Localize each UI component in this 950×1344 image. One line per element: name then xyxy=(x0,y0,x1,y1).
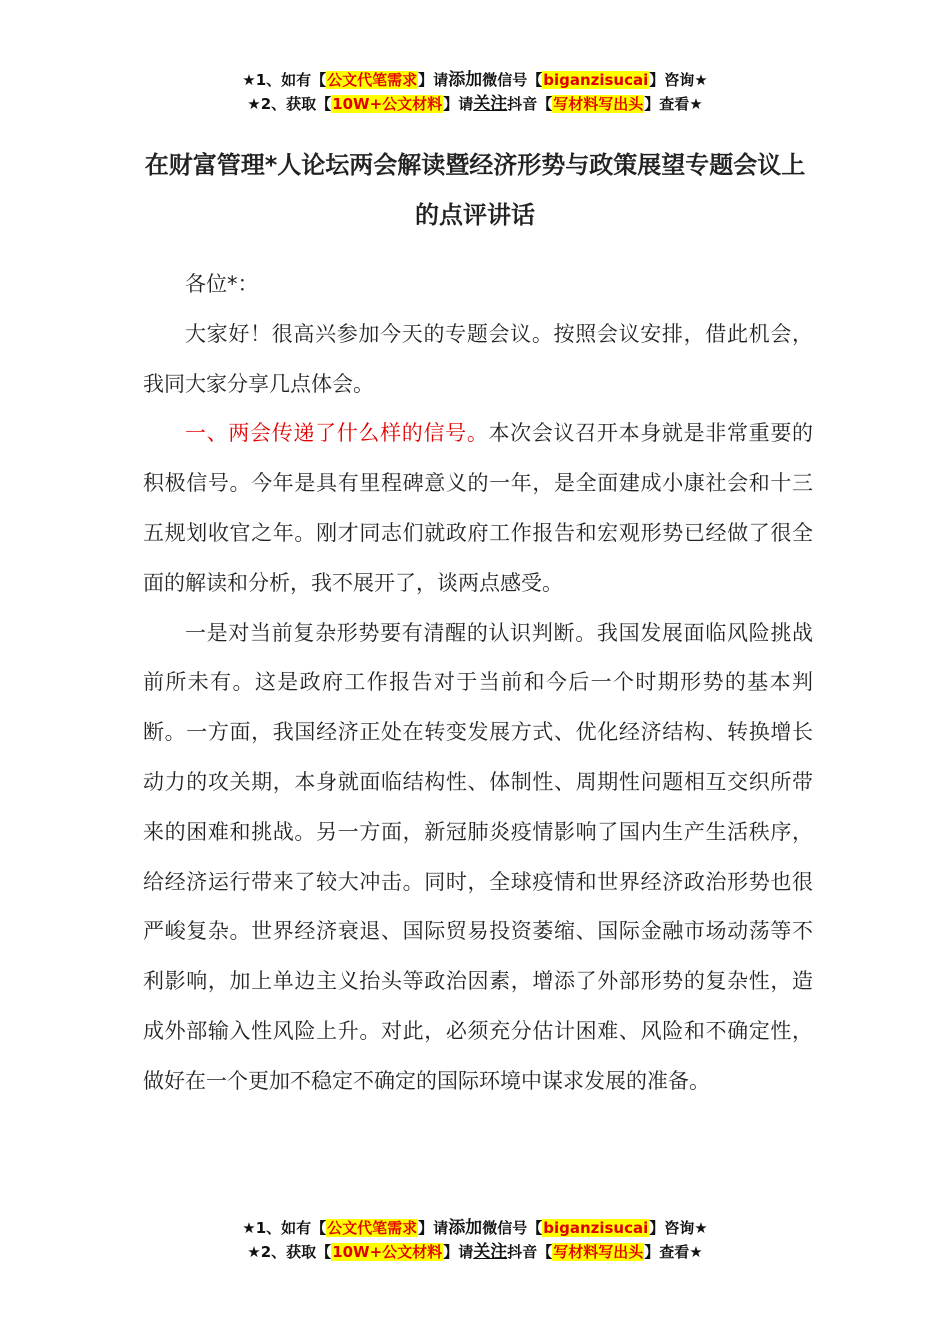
paragraph-section-1: 一、两会传递了什么样的信号。本次会议召开本身就是非常重要的积极信号。今年是具有里程碑意义的一年，是全面建成小康社会和十三五规划收官之年。刚才同志们就政府工作报告和宏观形势已经做了很全面的解读和分析，我不展开了，谈两点感受。 xyxy=(143,421,813,595)
promo-highlight: biganzisucai xyxy=(543,1219,649,1237)
promo-highlight: biganzisucai xyxy=(543,71,649,89)
section-heading: 一、两会传递了什么样的信号。 xyxy=(185,421,489,446)
promo-highlight: 10W+公文材料 xyxy=(332,1243,443,1261)
promo-banner-bottom xyxy=(0,1216,950,1264)
document-title: 在财富管理*人论坛两会解读暨经济形势与政策展望专题会议上的点评讲话 xyxy=(144,151,806,229)
paragraph-point-1: 一是对当前复杂形势要有清醒的认识判断。我国发展面临风险挑战前所未有。这是政府工作报告对于当前和今后一个时期形势的基本判断。一方面，我国经济正处在转变发展方式、优化经济结构、转换增长动力的攻关期，本身就面临结构性、体制性、周期性问题相互交织所带来的困难和挑战。另一方面，新冠肺炎疫情影响了国内生产生活秩序，给经济运行带来了较大冲击。同时，全球疫情和世界经济政治形势也很严峻复杂。世界经济衰退、国际贸易投资萎缩、国际金融市场动荡等不利影响，加上单边主义抬头等政治因素，增添了外部形势的复杂性，造成外部输入性风险上升。对此，必须充分估计困难、风险和不确定性，做好在一个更加不稳定不确定的国际环境中谋求发展的准备。 xyxy=(143,620,813,1093)
promo-line-1: ★1、如有【公文代笔需求】请添加微信号【biganzisucai】咨询★ xyxy=(242,1218,708,1238)
promo-banner-top xyxy=(0,68,950,116)
promo-highlight: 10W+公文材料 xyxy=(332,95,443,113)
promo-line-2: ★2、获取【10W+公文材料】请关注抖音【写材料写出头】查看★ xyxy=(247,1242,703,1262)
promo-highlight: 公文代笔需求 xyxy=(327,1219,418,1237)
salutation: 各位*： xyxy=(185,272,259,296)
promo-highlight: 写材料写出头 xyxy=(553,1243,644,1261)
promo-line-2: ★2、获取【10W+公文材料】请关注抖音【写材料写出头】查看★ xyxy=(247,94,703,114)
document-body xyxy=(143,260,813,1107)
promo-line-1: ★1、如有【公文代笔需求】请添加微信号【biganzisucai】咨询★ xyxy=(242,70,708,90)
paragraph-greeting: 大家好！很高兴参加今天的专题会议。按照会议安排，借此机会，我同大家分享几点体会。 xyxy=(143,321,813,396)
promo-highlight: 写材料写出头 xyxy=(553,95,644,113)
promo-highlight: 公文代笔需求 xyxy=(327,71,418,89)
